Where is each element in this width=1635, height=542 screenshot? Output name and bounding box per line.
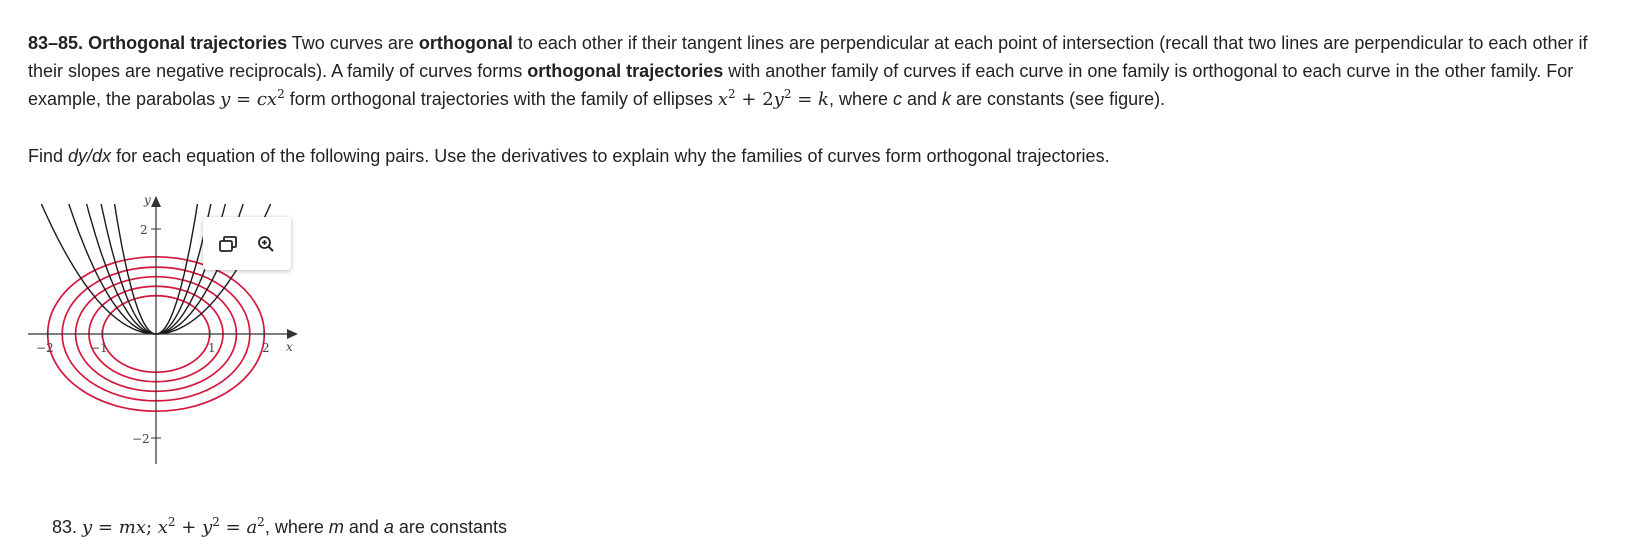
term-orthogonal-trajectories: orthogonal trajectories [527,61,724,81]
exercise-number: 83. [52,517,83,537]
instruction-text: for each equation of the following pairs. Use the derivatives to explain why the families of curves form orthogonal trajectories. [111,146,1110,166]
copy-icon [218,235,238,253]
term-orthogonal: orthogonal [418,33,513,53]
problem-text: , where [828,89,893,109]
copy-button[interactable] [215,231,241,257]
x-tick-label: 2 [262,341,270,355]
math-exponent: 2 [167,515,176,529]
problem-text: Two curves are [287,33,419,53]
x-tick-label: 1 [208,341,216,355]
math-var: k [818,89,829,110]
problem-text: and [901,89,943,109]
parabola-equation [220,89,285,110]
math-var: y [773,89,784,110]
y-tick-label: −2 [132,432,150,446]
math-var: x [717,89,729,110]
y-axis-arrow [151,196,161,207]
exercise-text: are constants [393,517,507,537]
instruction [28,142,1110,170]
math-exponent: 2 [257,515,265,529]
problem-text: with another family of curves if each curve in one family is orthogonal to each curve in the other family. For example, the parabolas [28,61,1574,109]
variable-k: k [942,89,952,109]
math-exponent: 2 [783,87,792,101]
problem-text: to each other if their tangent lines are perpendicular at each point of intersection (recall that two lines are perpendicular to each other if their slopes are negative reciprocals). A family of curves forms [28,33,1588,81]
problem-text: form orthogonal trajectories with the family of ellipses [284,89,718,109]
math-exponent: 2 [212,515,220,529]
math-op: = [92,517,119,538]
math-var: cx [256,89,278,110]
math-var: y [202,517,213,538]
exercise-equation [82,517,265,538]
x-axis-label: x [286,340,293,354]
problem-statement [28,29,1613,115]
zoom-in-button[interactable] [253,231,279,257]
math-var: mx [118,517,146,538]
math-var: y [220,89,231,110]
math-exponent: 2 [728,87,736,101]
instruction-text: Find [28,146,69,166]
variable-c: c [892,89,902,109]
x-tick-label: −1 [90,341,108,355]
x-axis-arrow [287,329,298,339]
exercise-text: and [343,517,384,537]
variable-m: m [328,517,344,537]
math-var: x [157,517,168,538]
ellipse-equation [718,89,829,110]
exercise-text: , where [264,517,329,537]
math-op: ; [145,517,158,538]
problem-title: Orthogonal trajectories [88,33,288,53]
zoom-in-icon [257,235,275,253]
math-op: + 2 [735,89,774,110]
math-op: = [219,517,247,538]
math-var: a [246,517,258,538]
exercise-83 [52,514,507,542]
problem-text: are constants (see figure). [951,89,1166,109]
math-op: + [175,517,203,538]
problem-number: 83–85. [28,33,84,53]
derivative-notation: dy/dx [68,146,112,166]
y-tick-label: 2 [140,223,148,237]
math-var: y [82,517,93,538]
math-exponent: 2 [277,87,285,101]
variable-a: a [383,517,394,537]
math-op: = [791,89,819,110]
x-tick-label: −2 [36,341,54,355]
y-axis-label: y [144,193,151,207]
figure-toolbar [203,217,291,270]
math-op: = [230,89,257,110]
